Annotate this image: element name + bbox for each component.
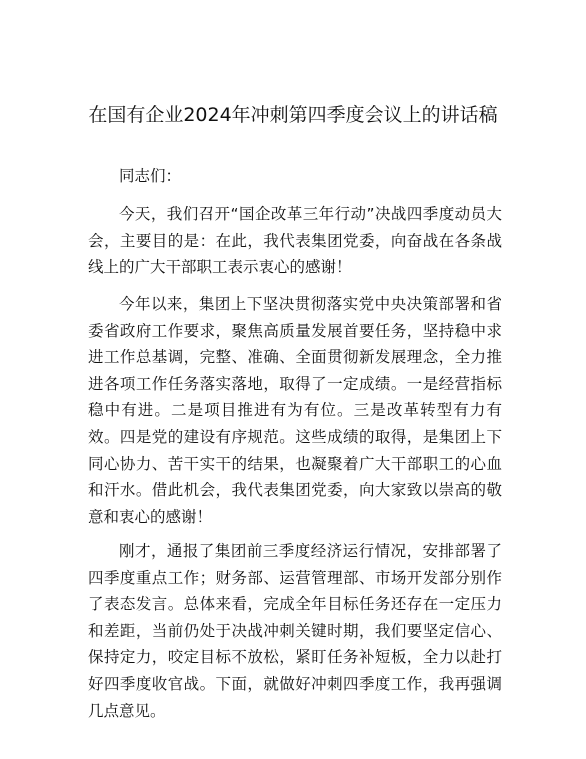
document-title: 在国有企业2024年冲刺第四季度会议上的讲话稿: [88, 104, 498, 126]
paragraph-achievements: 今年以来，集团上下坚决贯彻落实党中央决策部署和省委省政府工作要求，聚焦高质量发展首要任务，坚持稳中求进工作总基调，完整、准确、全面贯彻新发展理念，全力推进各项工作任务落实落地，取得了一定成绩。一是经营指标稳中有进。二是项目推进有为有位。三是改革转型有力有效。四是党的建设有序规范。这些成绩的取得，是集团上下同心协力、苦干实干的结果，也凝聚着广大干部职工的心血和汗水。借此机会，我代表集团党委，向大家致以崇高的敬意和衷心的感谢！: [88, 295, 502, 526]
paragraph-outlook: 刚才，通报了集团前三季度经济运行情况，安排部署了四季度重点工作；财务部、运营管理部、市场开发部分别作了表态发言。总体来看，完成全年目标任务还存在一定压力和差距，当前仍处于决战冲刺关键时期，我们要坚定信心、保持定力，咬定目标不放松，紧盯任务补短板，全力以赴打好四季度收官战。下面，就做好冲刺四季度工作，我再强调几点意见。: [88, 542, 502, 720]
salutation: 同志们：: [119, 167, 182, 185]
paragraph-opening: 今天，我们召开“国企改革三年行动”决战四季度动员大会，主要目的是：在此，我代表集团党委，向奋战在各条战线上的广大干部职工表示衷心的感谢！: [88, 205, 502, 277]
